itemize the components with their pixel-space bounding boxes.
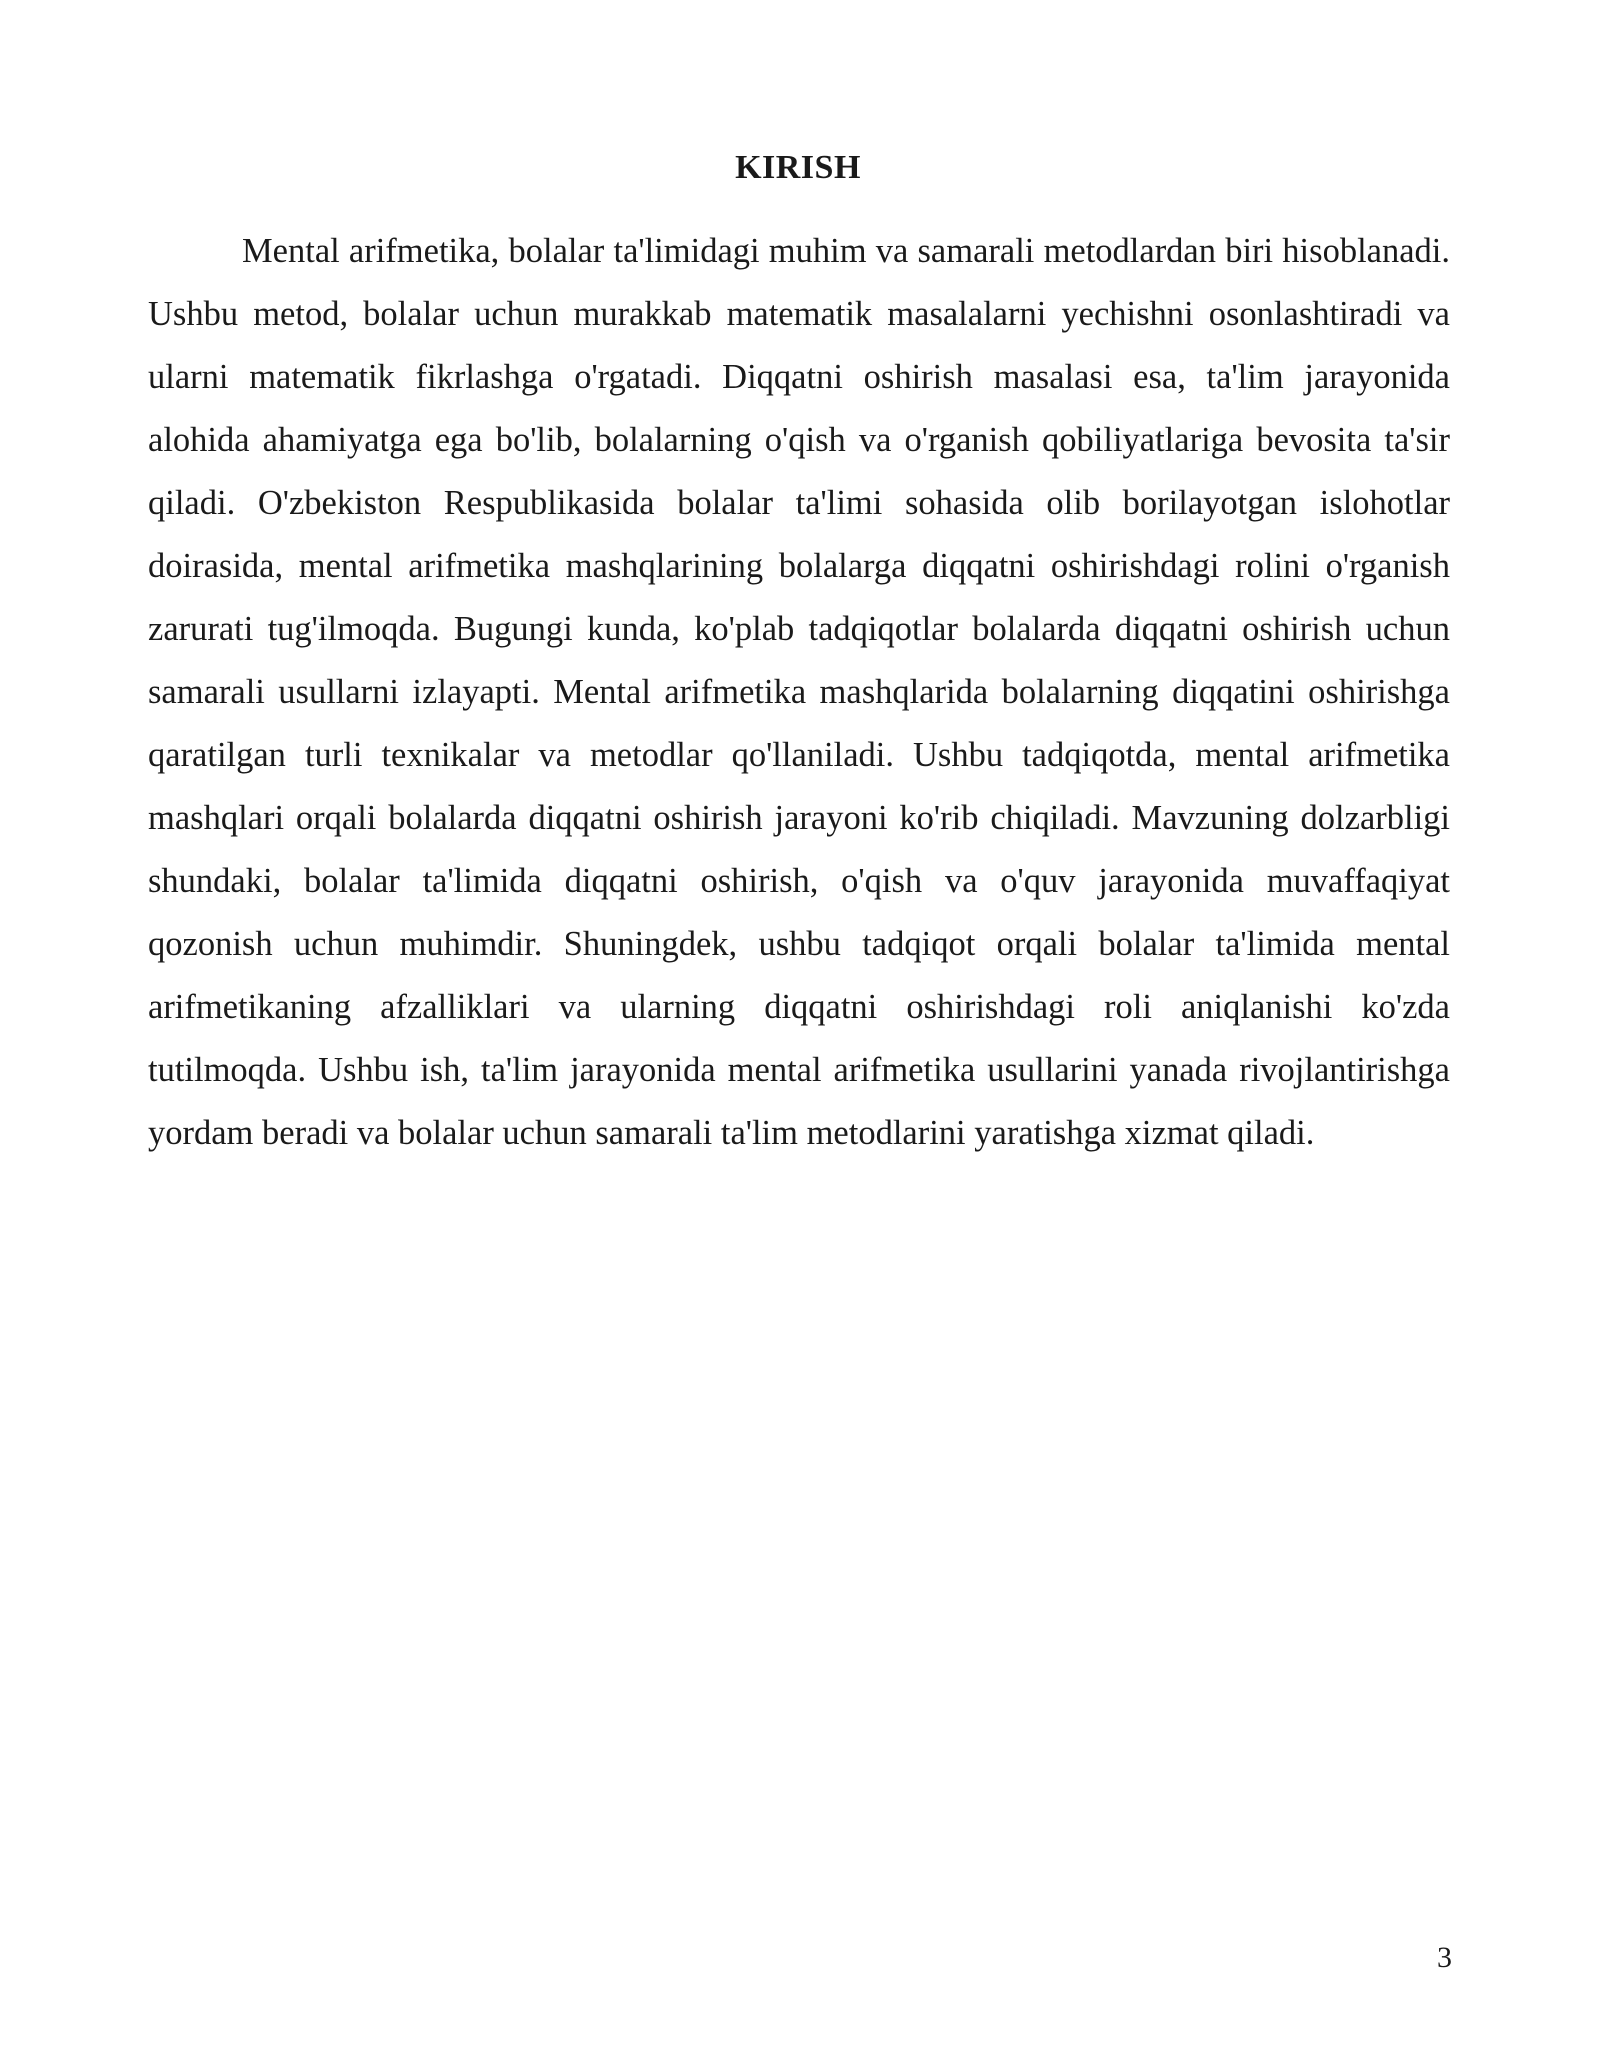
page-number: 3: [1437, 1941, 1452, 1974]
section-heading: KIRISH: [735, 149, 861, 186]
body-paragraph: Mental arifmetika, bolalar ta'limidagi muhim va samarali metodlardan biri hisoblanadi. Ushbu metod, bolalar uchun murakkab matematik masalalarni yechishni osonlashtiradi va ularni matematik fikrlashga o'rgatadi. Diqqatni oshirish masalasi esa, ta'lim jarayonida alohida ahamiyatga ega bo'lib, bolalarning o'qish va o'rganish qobiliyatlariga bevosita ta'sir qiladi. O'zbekiston Respublikasida bolalar ta'limi sohasida olib borilayotgan islohotlar doirasida, mental arifmetika mashqlarining bolalarga diqqatni oshirishdagi rolini o'rganish zarurati tug'ilmoqda. Bugungi kunda, ko'plab tadqiqotlar bolalarda diqqatni oshirish uchun samarali usullarni izlayapti. Mental arifmetika mashqlarida bolalarning diqqatini oshirishga qaratilgan turli texnikalar va metodlar qo'llaniladi. Ushbu tadqiqotda, mental arifmetika mashqlari orqali bolalarda diqqatni oshirish jarayoni ko'rib chiqiladi. Mavzuning dolzarbligi shundaki, bolalar ta'limida diqqatni oshirish, o'qish va o'quv jarayonida muvaffaqiyat qozonish uchun muhimdir. Shuningdek, ushbu tadqiqot orqali bolalar ta'limida mental arifmetikaning afzalliklari va ularning diqqatni oshirishdagi roli aniqlanishi ko'zda tutilmoqda. Ushbu ish, ta'lim jarayonida mental arifmetika usullarini yanada rivojlantirishga yordam beradi va bolalar uchun samarali ta'lim metodlarini yaratishga xizmat qiladi.: [148, 232, 1450, 1152]
